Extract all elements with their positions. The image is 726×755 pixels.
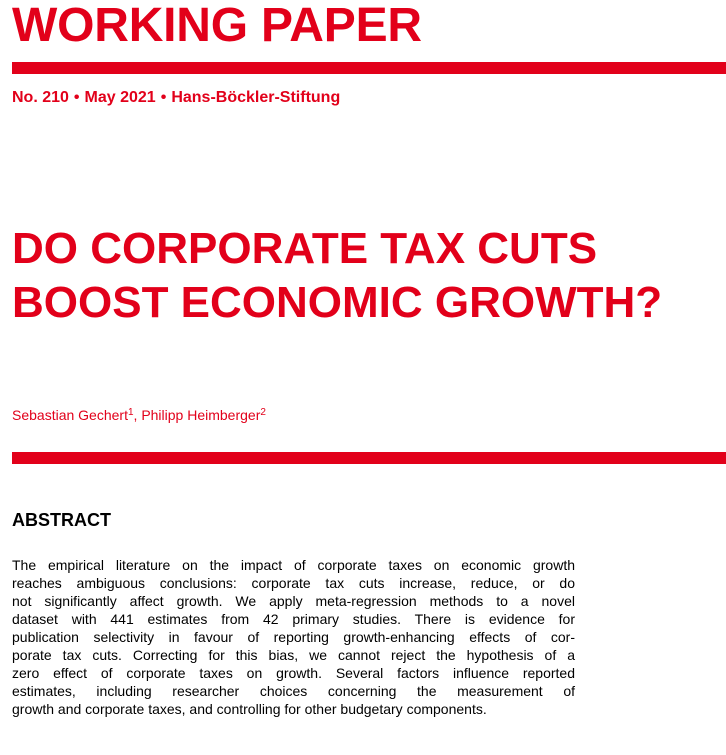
- paper-date: May 2021: [84, 89, 156, 106]
- header-rule: [12, 62, 726, 74]
- abstract-line: reaches ambiguous conclusions: corporate tax cuts increase, reduce, or do: [12, 575, 575, 591]
- abstract-line: not significantly affect growth. We apply meta-regression methods to a novel: [12, 593, 575, 609]
- abstract-heading: ABSTRACT: [12, 510, 111, 530]
- series-title: WORKING PAPER: [12, 0, 422, 52]
- paper-meta: [12, 88, 340, 108]
- author-name: Philipp Heimberger: [141, 407, 261, 423]
- author-affiliation-mark: 2: [260, 407, 266, 418]
- abstract-line: estimates, including researcher choices concerning the measurement of: [12, 683, 575, 699]
- title-line: BOOST ECONOMIC GROWTH?: [12, 278, 663, 327]
- paper-title: [12, 222, 662, 330]
- author-list: [12, 406, 266, 424]
- publisher: Hans-Böckler-Stiftung: [171, 89, 341, 106]
- paper-number: No. 210: [12, 89, 69, 106]
- meta-separator: •: [73, 89, 80, 106]
- meta-separator: •: [160, 89, 167, 106]
- abstract-line: zero effect of corporate taxes on growth. Several factors influence reported: [12, 665, 575, 681]
- author-affiliation-mark: 1: [127, 407, 134, 418]
- author-name: Sebastian Gechert: [12, 407, 128, 423]
- author-separator: ,: [133, 407, 142, 423]
- abstract-line: publication selectivity in favour of reporting growth-enhancing effects of cor-: [12, 629, 575, 645]
- abstract-line: dataset with 441 estimates from 42 primary studies. There is evidence for: [12, 611, 575, 627]
- abstract-line: The empirical literature on the impact of corporate taxes on economic growth: [12, 557, 575, 573]
- section-rule: [12, 452, 726, 464]
- abstract-line: growth and corporate taxes, and controlling for other budgetary components.: [12, 701, 487, 717]
- abstract-text: [12, 556, 575, 718]
- title-line: DO CORPORATE TAX CUTS: [12, 224, 598, 273]
- abstract-line: porate tax cuts. Correcting for this bias, we cannot reject the hypothesis of a: [12, 647, 575, 663]
